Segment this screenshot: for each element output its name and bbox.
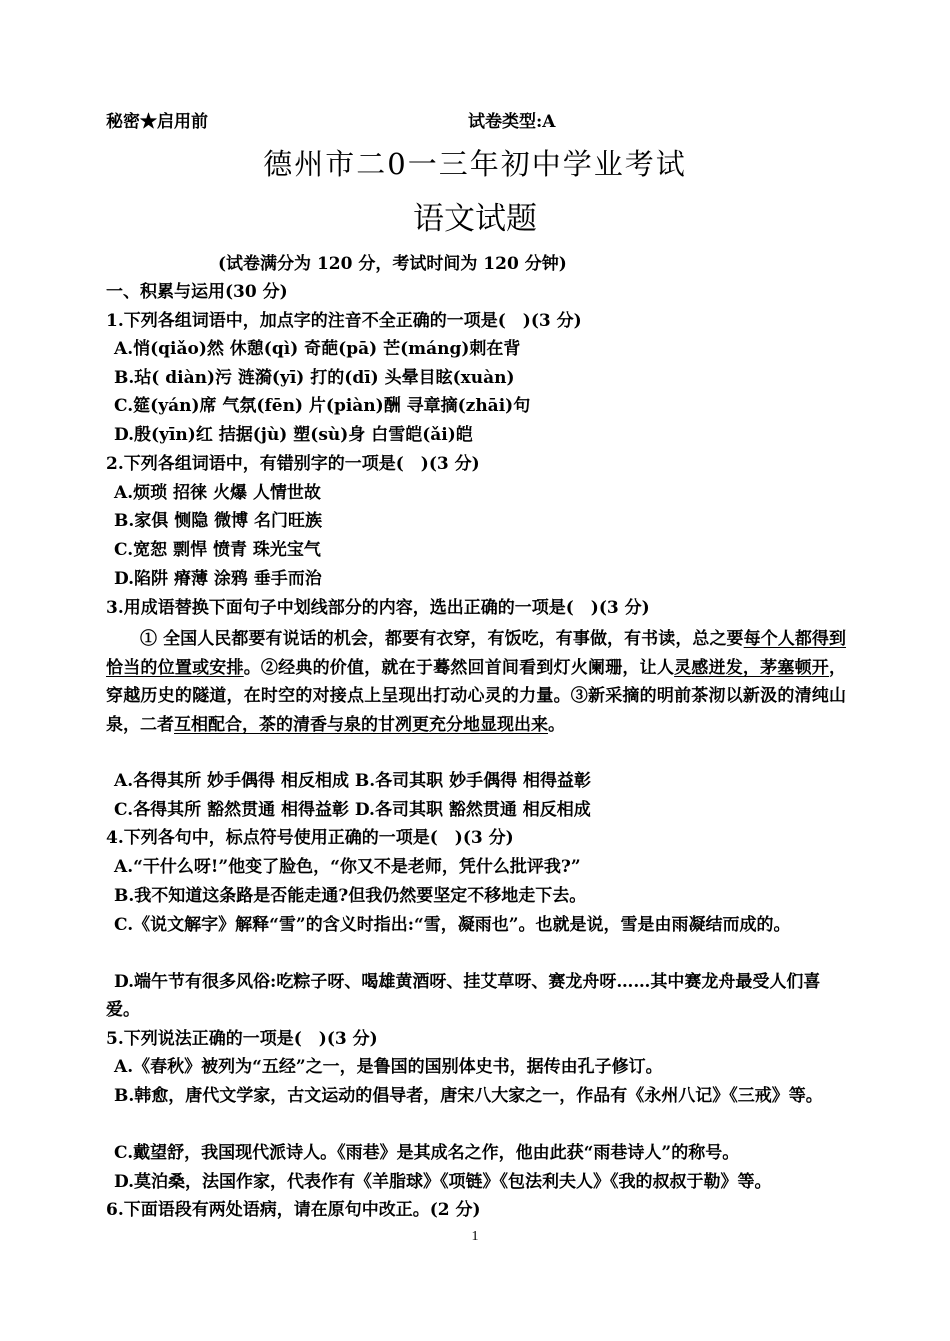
option-text: B.韩愈，唐代文学家，古文运动的倡导者，唐宋八大家之一，作品有《永州八记》《三戒》等。 bbox=[114, 1086, 823, 1106]
question-2-stem: 2.下列各组词语中，有错别字的一项是( )(3 分) bbox=[106, 454, 480, 474]
question-1-stem: 1.下列各组词语中，加点字的注音不全正确的一项是( )(3 分) bbox=[106, 311, 582, 331]
question-4-option-a: A.“干什么呀!”他变了脸色，“你又不是老师，凭什么批评我?” bbox=[114, 857, 581, 877]
passage-part-2: 。②经典的价值，就在于蓦然回首间看到灯火阑珊，让人 bbox=[243, 657, 675, 678]
underlined-phrase-3: 互相配合，茶的清香与泉的甘冽更充分地显现出来 bbox=[174, 714, 548, 735]
question-2-option-c: C.宽恕 剽悍 愤青 珠光宝气 bbox=[114, 540, 321, 560]
question-1-option-c: C.筵(yán)席 气氛(fēn) 片(piàn)酬 寻章摘(zhāi)句 bbox=[114, 396, 531, 416]
question-5-option-d: D.莫泊桑，法国作家，代表作有《羊脂球》《项链》《包法利夫人》《我的叔叔于勒》等。 bbox=[114, 1172, 772, 1192]
exam-info: (试卷满分为 120 分，考试时间为 120 分钟) bbox=[218, 254, 567, 274]
question-3-options-cd: C.各得其所 豁然贯通 相得益彰 D.各司其职 豁然贯通 相反相成 bbox=[114, 800, 591, 820]
question-4-option-c bbox=[106, 911, 846, 939]
question-1-option-d: D.殷(yīn)红 拮据(jù) 塑(sù)身 白雪皑(ǎi)皑 bbox=[114, 425, 473, 445]
paper-type-label: 试卷类型:A bbox=[468, 112, 556, 132]
question-4-option-d bbox=[106, 968, 846, 1024]
question-4-option-b: B.我不知道这条路是否能走通?但我仍然要坚定不移地走下去。 bbox=[114, 886, 587, 906]
question-2-option-a: A.烦琐 招徕 火爆 人情世故 bbox=[114, 483, 321, 503]
question-3-passage bbox=[106, 625, 846, 739]
question-1-option-b: B.玷( diàn)污 涟漪(yī) 打的(dī) 头晕目眩(xuàn) bbox=[114, 368, 515, 388]
question-5-stem: 5.下列说法正确的一项是( )(3 分) bbox=[106, 1029, 378, 1049]
question-4-stem: 4.下列各句中，标点符号使用正确的一项是( )(3 分) bbox=[106, 828, 514, 848]
question-3-options-ab: A.各得其所 妙手偶得 相反相成 B.各司其职 妙手偶得 相得益彰 bbox=[114, 771, 591, 791]
subject-title: 语文试题 bbox=[413, 201, 537, 237]
exam-title: 德州市二0一三年初中学业考试 bbox=[263, 147, 687, 181]
question-6-stem: 6.下面语段有两处语病，请在原句中改正。(2 分) bbox=[106, 1200, 481, 1220]
question-5-option-b bbox=[106, 1082, 846, 1110]
passage-part-1: ① 全国人民都要有说话的机会，都要有衣穿，有饭吃，有事做，有书读，总之要 bbox=[140, 629, 744, 649]
underlined-phrase-2: 灵感迸发，茅塞顿开 bbox=[674, 657, 830, 678]
passage-end: 。 bbox=[548, 714, 565, 735]
question-3-stem: 3.用成语替换下面句子中划线部分的内容，选出正确的一项是( )(3 分) bbox=[106, 598, 650, 618]
question-5-option-c: C.戴望舒，我国现代派诗人。《雨巷》是其成名之作，他由此获“雨巷诗人”的称号。 bbox=[114, 1143, 740, 1163]
page-number: 1 bbox=[471, 1229, 479, 1244]
option-text: D.端午节有很多风俗:吃粽子呀、喝雄黄酒呀、挂艾草呀、赛龙舟呀……其中赛龙舟最受人们喜爱。 bbox=[106, 972, 821, 1020]
question-2-option-d: D.陷阱 瘠薄 涂鸦 垂手而治 bbox=[114, 569, 322, 589]
question-5-option-a: A.《春秋》被列为“五经”之一，是鲁国的国别体史书，据传由孔子修订。 bbox=[114, 1057, 663, 1077]
option-text: C.《说文解字》解释“雪”的含义时指出:“雪，凝雨也”。也就是说，雪是由雨凝结而成的。 bbox=[114, 915, 791, 935]
section-heading: 一、积累与运用(30 分) bbox=[106, 282, 288, 302]
question-1-option-a: A.悄(qiǎo)然 休憩(qì) 奇葩(pā) 芒(máng)刺在背 bbox=[114, 339, 521, 359]
passage-part-3: ，穿越历史的隧道，在时空的对接点上呈现出打动心灵的力量。③新采摘的明前茶沏以新汲的清纯山泉，二者 bbox=[106, 657, 847, 735]
confidential-label: 秘密★启用前 bbox=[106, 112, 208, 132]
question-2-option-b: B.家俱 恻隐 微博 名门旺族 bbox=[114, 511, 323, 531]
underlined-phrase-1: 每个人都得到恰当的位置或安排 bbox=[106, 629, 847, 678]
